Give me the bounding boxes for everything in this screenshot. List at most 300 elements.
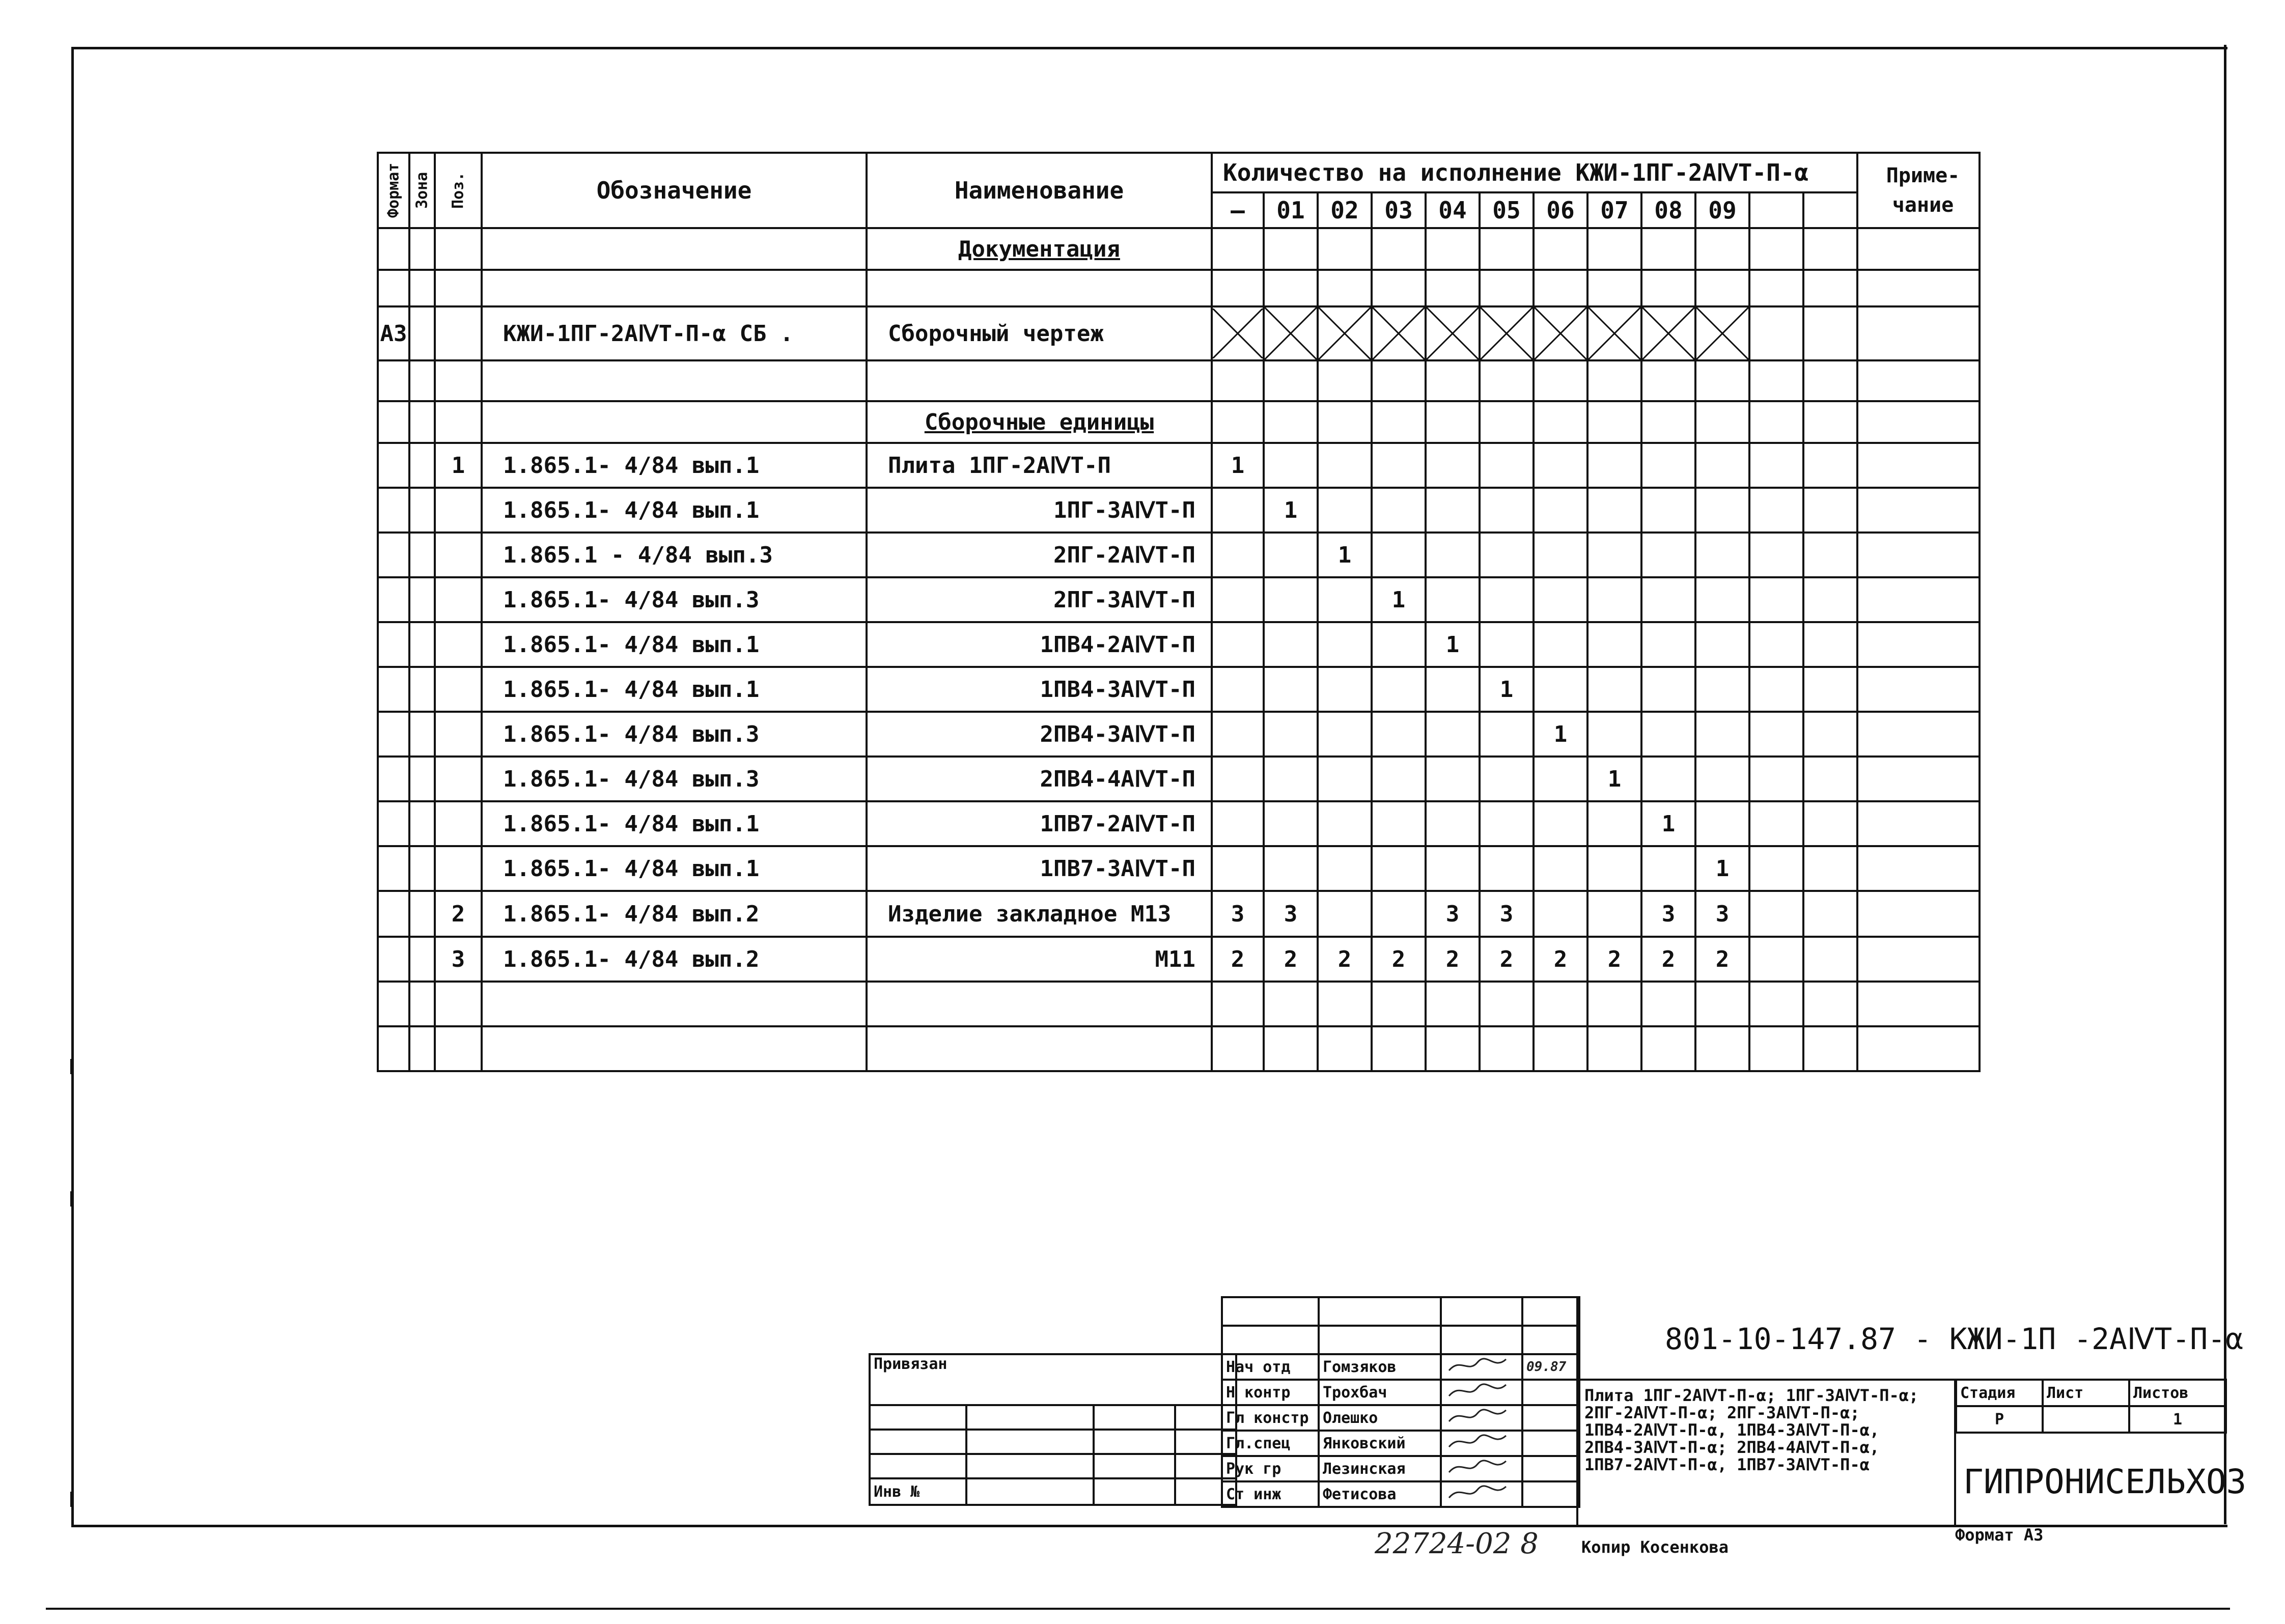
sheet-value xyxy=(2043,1406,2129,1433)
cell-qty xyxy=(1480,846,1534,891)
cell-name: Сборочные единицы xyxy=(867,401,1212,443)
cell-qty xyxy=(1587,488,1641,533)
cell-note xyxy=(1857,360,1980,401)
staff-role: Н контр xyxy=(1222,1380,1319,1405)
cell-zone xyxy=(409,846,435,891)
cell-qty xyxy=(1534,533,1587,577)
cell-qty: 1 xyxy=(1695,846,1749,891)
cell-qty xyxy=(1749,801,1803,846)
cell-qty xyxy=(1587,982,1641,1026)
header-variant: 09 xyxy=(1695,192,1749,228)
cell-qty xyxy=(1480,443,1534,488)
staff-row xyxy=(1222,1354,1579,1380)
cell-qty xyxy=(1264,533,1318,577)
cell-format xyxy=(378,577,409,622)
cell-qty xyxy=(1212,801,1264,846)
cell-format xyxy=(378,533,409,577)
cell-note xyxy=(1857,270,1980,306)
cell-note xyxy=(1857,801,1980,846)
table-row xyxy=(378,982,1980,1026)
cell-note xyxy=(1857,228,1980,270)
cell-qty xyxy=(1803,488,1857,533)
cell-pos xyxy=(435,667,482,712)
document-code: 801-10-147.87 - КЖИ-1П -2АⅣТ-П-α xyxy=(1665,1322,2244,1356)
cell-qty xyxy=(1264,577,1318,622)
cell-qty xyxy=(1212,622,1264,667)
cell-qty: 3 xyxy=(1480,891,1534,937)
stage-value: Р xyxy=(1956,1406,2043,1433)
staff-role: Гл.спец xyxy=(1222,1431,1319,1456)
cell-qty xyxy=(1426,228,1480,270)
cell-qty xyxy=(1534,401,1587,443)
cell-designation: 1.865.1- 4/84 вып.3 xyxy=(482,712,867,757)
cell-qty xyxy=(1480,622,1534,667)
staff-date: 09.87 xyxy=(1522,1354,1579,1380)
cell-qty xyxy=(1480,757,1534,801)
cell-qty xyxy=(1318,622,1372,667)
cell-qty xyxy=(1318,846,1372,891)
cell-qty: 3 xyxy=(1212,891,1264,937)
cell-name: 1ПВ7-3АⅣТ-П xyxy=(867,846,1212,891)
table-row xyxy=(378,306,1980,360)
cell-note xyxy=(1857,937,1980,982)
cell-qty: 1 xyxy=(1372,577,1426,622)
cell-qty xyxy=(1803,1026,1857,1071)
cell-qty xyxy=(1212,228,1264,270)
cell-qty xyxy=(1480,712,1534,757)
cell-zone xyxy=(409,488,435,533)
cell-qty xyxy=(1803,622,1857,667)
cell-qty xyxy=(1749,846,1803,891)
cell-zone xyxy=(409,622,435,667)
organization-name: ГИПРОНИСЕЛЬХОЗ xyxy=(1963,1462,2247,1501)
cell-qty xyxy=(1749,937,1803,982)
table-row xyxy=(378,360,1980,401)
cell-qty xyxy=(1372,712,1426,757)
cell-qty xyxy=(1803,443,1857,488)
cell-note xyxy=(1857,982,1980,1026)
cell-qty xyxy=(1372,891,1426,937)
cell-note xyxy=(1857,1026,1980,1071)
cell-qty: 3 xyxy=(1264,891,1318,937)
header-variant xyxy=(1749,192,1803,228)
cell-qty xyxy=(1212,1026,1264,1071)
cell-qty xyxy=(1372,1026,1426,1071)
header-zone: Зона xyxy=(409,153,435,228)
table-row xyxy=(378,937,1980,982)
cell-qty xyxy=(1749,533,1803,577)
copied-by: Копир Косенкова xyxy=(1581,1537,1729,1557)
cell-pos xyxy=(435,712,482,757)
description-line: 1ПВ7-2АⅣТ-П-α, 1ПВ7-3АⅣТ-П-α xyxy=(1584,1455,1870,1474)
cell-name: 1ПВ7-2АⅣТ-П xyxy=(867,801,1212,846)
cell-qty xyxy=(1264,1026,1318,1071)
cell-qty xyxy=(1426,757,1480,801)
cell-qty xyxy=(1318,712,1372,757)
cell-qty xyxy=(1641,401,1695,443)
staff-date xyxy=(1522,1431,1579,1456)
cell-qty xyxy=(1803,533,1857,577)
cell-qty xyxy=(1587,712,1641,757)
cell-pos: 3 xyxy=(435,937,482,982)
cell-zone xyxy=(409,533,435,577)
cell-name: Плита 1ПГ-2АⅣТ-П xyxy=(867,443,1212,488)
cell-qty xyxy=(1426,667,1480,712)
table-row xyxy=(378,443,1980,488)
cell-name: 2ПВ4-3АⅣТ-П xyxy=(867,712,1212,757)
crossed-cell xyxy=(1480,306,1534,360)
header-variant: 04 xyxy=(1426,192,1480,228)
cell-name: М11 xyxy=(867,937,1212,982)
cell-designation xyxy=(482,360,867,401)
cell-qty xyxy=(1587,622,1641,667)
cell-designation xyxy=(482,228,867,270)
cell-qty xyxy=(1318,228,1372,270)
cell-qty xyxy=(1480,533,1534,577)
cell-note xyxy=(1857,577,1980,622)
cell-qty xyxy=(1534,270,1587,306)
cell-format xyxy=(378,937,409,982)
cell-zone xyxy=(409,228,435,270)
table-row xyxy=(378,488,1980,533)
cell-pos xyxy=(435,488,482,533)
cell-designation: 1.865.1- 4/84 вып.3 xyxy=(482,577,867,622)
cell-qty xyxy=(1749,577,1803,622)
staff-name: Трохбач xyxy=(1319,1380,1441,1405)
staff-signature xyxy=(1441,1431,1522,1456)
cell-qty xyxy=(1587,443,1641,488)
cell-qty xyxy=(1749,443,1803,488)
cell-qty xyxy=(1641,757,1695,801)
staff-row xyxy=(1222,1431,1579,1456)
header-variant: 07 xyxy=(1587,192,1641,228)
cell-note xyxy=(1857,891,1980,937)
cell-qty: 2 xyxy=(1372,937,1426,982)
staff-row xyxy=(1222,1481,1579,1507)
cell-qty xyxy=(1318,982,1372,1026)
cell-qty: 1 xyxy=(1641,801,1695,846)
cell-designation: 1.865.1- 4/84 вып.2 xyxy=(482,891,867,937)
description-line: 1ПВ4-2АⅣТ-П-α, 1ПВ4-3АⅣТ-П-α, xyxy=(1584,1420,1880,1440)
header-variant: 03 xyxy=(1372,192,1426,228)
cell-qty xyxy=(1587,228,1641,270)
staff-signature xyxy=(1441,1456,1522,1481)
sheets-value: 1 xyxy=(2129,1406,2226,1433)
cell-qty xyxy=(1318,401,1372,443)
cell-qty xyxy=(1212,488,1264,533)
cell-qty xyxy=(1695,533,1749,577)
sheet-label: Лист xyxy=(2043,1380,2129,1406)
header-designation: Обозначение xyxy=(482,153,867,228)
cell-qty: 2 xyxy=(1426,937,1480,982)
staff-date xyxy=(1522,1456,1579,1481)
description-line: 2ПВ4-3АⅣТ-П-α; 2ПВ4-4АⅣТ-П-α, xyxy=(1584,1438,1880,1457)
cell-note xyxy=(1857,401,1980,443)
cell-zone xyxy=(409,1026,435,1071)
cell-pos xyxy=(435,270,482,306)
cell-qty xyxy=(1264,401,1318,443)
staff-name: Гомзяков xyxy=(1319,1354,1441,1380)
table-row xyxy=(378,270,1980,306)
cell-format: А3 xyxy=(378,306,409,360)
cell-name: 1ПГ-3АⅣТ-П xyxy=(867,488,1212,533)
cell-qty xyxy=(1587,667,1641,712)
cell-designation xyxy=(482,270,867,306)
cell-format xyxy=(378,443,409,488)
cell-qty xyxy=(1318,1026,1372,1071)
cell-qty xyxy=(1426,401,1480,443)
cell-zone xyxy=(409,443,435,488)
cell-qty xyxy=(1749,270,1803,306)
cell-qty xyxy=(1749,360,1803,401)
cell-qty xyxy=(1534,443,1587,488)
cell-qty xyxy=(1534,488,1587,533)
cell-pos xyxy=(435,801,482,846)
cell-note xyxy=(1857,306,1980,360)
format-label: Формат А3 xyxy=(1955,1525,2044,1545)
crossed-cell xyxy=(1695,306,1749,360)
cell-note xyxy=(1857,757,1980,801)
cell-name: 1ПВ4-2АⅣТ-П xyxy=(867,622,1212,667)
cell-zone xyxy=(409,270,435,306)
header-variant: 08 xyxy=(1641,192,1695,228)
crossed-cell xyxy=(1641,306,1695,360)
cell-qty xyxy=(1803,937,1857,982)
cell-pos: 2 xyxy=(435,891,482,937)
cell-format xyxy=(378,712,409,757)
cell-qty xyxy=(1695,488,1749,533)
description-line: Плита 1ПГ-2АⅣТ-П-α; 1ПГ-3АⅣТ-П-α; xyxy=(1584,1386,1919,1405)
header-variant: — xyxy=(1212,192,1264,228)
cell-zone xyxy=(409,937,435,982)
cell-pos xyxy=(435,982,482,1026)
cell-qty xyxy=(1480,228,1534,270)
cell-qty xyxy=(1803,401,1857,443)
cell-qty xyxy=(1426,360,1480,401)
cell-qty xyxy=(1372,443,1426,488)
cell-qty xyxy=(1641,667,1695,712)
cell-qty: 1 xyxy=(1264,488,1318,533)
cell-qty xyxy=(1212,982,1264,1026)
cell-qty: 1 xyxy=(1534,712,1587,757)
staff-role: Гл констр xyxy=(1222,1405,1319,1431)
cell-qty xyxy=(1318,270,1372,306)
table-row xyxy=(378,667,1980,712)
cell-name: 1ПВ4-3АⅣТ-П xyxy=(867,667,1212,712)
cell-qty xyxy=(1641,228,1695,270)
cell-qty xyxy=(1426,533,1480,577)
cell-format xyxy=(378,846,409,891)
cell-format xyxy=(378,891,409,937)
cell-qty xyxy=(1749,712,1803,757)
cell-name xyxy=(867,270,1212,306)
sheets-label: Листов xyxy=(2129,1380,2226,1406)
cell-format xyxy=(378,270,409,306)
crossed-cell xyxy=(1587,306,1641,360)
cell-qty xyxy=(1803,228,1857,270)
cell-qty xyxy=(1803,757,1857,801)
cell-qty xyxy=(1587,533,1641,577)
crossed-cell xyxy=(1212,306,1264,360)
cell-qty xyxy=(1372,228,1426,270)
staff-date xyxy=(1522,1405,1579,1431)
cell-qty xyxy=(1534,757,1587,801)
left-margin-tick xyxy=(70,1492,73,1507)
cell-designation: 1.865.1- 4/84 вып.1 xyxy=(482,801,867,846)
cell-zone xyxy=(409,891,435,937)
staff-date xyxy=(1522,1380,1579,1405)
cell-format xyxy=(378,228,409,270)
cell-qty xyxy=(1695,801,1749,846)
cell-designation: 1.865.1- 4/84 вып.1 xyxy=(482,488,867,533)
cell-qty xyxy=(1587,270,1641,306)
table-row xyxy=(378,757,1980,801)
cell-designation: 1.865.1- 4/84 вып.1 xyxy=(482,846,867,891)
staff-role: Ст инж xyxy=(1222,1481,1319,1507)
cell-qty xyxy=(1534,1026,1587,1071)
binding-label: Привязан xyxy=(870,1354,1236,1405)
table-row xyxy=(378,1026,1980,1071)
cell-qty xyxy=(1264,757,1318,801)
cell-qty xyxy=(1426,982,1480,1026)
header-variant: 01 xyxy=(1264,192,1318,228)
cell-format xyxy=(378,622,409,667)
cell-qty xyxy=(1749,1026,1803,1071)
cell-qty xyxy=(1372,667,1426,712)
cell-qty xyxy=(1534,577,1587,622)
cell-qty xyxy=(1212,667,1264,712)
cell-qty xyxy=(1695,1026,1749,1071)
cell-qty xyxy=(1749,622,1803,667)
cell-format xyxy=(378,667,409,712)
cell-qty: 2 xyxy=(1695,937,1749,982)
cell-qty xyxy=(1803,712,1857,757)
cell-qty xyxy=(1641,1026,1695,1071)
cell-pos: 1 xyxy=(435,443,482,488)
cell-qty xyxy=(1212,533,1264,577)
cell-qty xyxy=(1695,360,1749,401)
cell-note xyxy=(1857,488,1980,533)
crossed-cell xyxy=(1426,306,1480,360)
cell-designation: КЖИ-1ПГ-2АⅣТ-П-α СБ . xyxy=(482,306,867,360)
cell-qty xyxy=(1587,577,1641,622)
cell-qty xyxy=(1534,982,1587,1026)
cell-qty xyxy=(1372,846,1426,891)
cell-qty xyxy=(1264,846,1318,891)
product-description xyxy=(1584,1387,1918,1473)
cell-qty: 1 xyxy=(1587,757,1641,801)
cell-pos xyxy=(435,228,482,270)
cell-qty: 2 xyxy=(1212,937,1264,982)
cell-qty xyxy=(1534,846,1587,891)
cell-qty xyxy=(1480,1026,1534,1071)
cell-qty xyxy=(1749,757,1803,801)
table-row xyxy=(378,228,1980,270)
cell-qty: 2 xyxy=(1480,937,1534,982)
staff-role: Нач отд xyxy=(1222,1354,1319,1380)
cell-format xyxy=(378,982,409,1026)
cell-qty xyxy=(1318,443,1372,488)
cell-qty xyxy=(1587,801,1641,846)
cell-designation: 1.865.1- 4/84 вып.2 xyxy=(482,937,867,982)
cell-qty xyxy=(1318,801,1372,846)
cell-format xyxy=(378,360,409,401)
header-note: Приме-чание xyxy=(1857,153,1980,228)
cell-qty xyxy=(1803,667,1857,712)
cell-zone xyxy=(409,360,435,401)
header-name: Наименование xyxy=(867,153,1212,228)
cell-qty xyxy=(1372,982,1426,1026)
frame-right-edge xyxy=(2224,45,2226,1524)
table-row xyxy=(378,712,1980,757)
staff-row xyxy=(1222,1380,1579,1405)
crossed-cell xyxy=(1264,306,1318,360)
cell-pos xyxy=(435,846,482,891)
cell-qty xyxy=(1264,270,1318,306)
cell-qty xyxy=(1264,622,1318,667)
staff-role: Рук гр xyxy=(1222,1456,1319,1481)
header-pos: Поз. xyxy=(435,153,482,228)
header-format: Формат xyxy=(378,153,409,228)
cell-qty xyxy=(1264,801,1318,846)
cell-qty xyxy=(1695,270,1749,306)
cell-qty xyxy=(1212,360,1264,401)
cell-qty xyxy=(1749,228,1803,270)
cell-name: Документация xyxy=(867,228,1212,270)
cell-qty xyxy=(1641,577,1695,622)
cell-qty xyxy=(1372,401,1426,443)
cell-qty xyxy=(1641,712,1695,757)
cell-qty xyxy=(1480,401,1534,443)
cell-qty: 2 xyxy=(1534,937,1587,982)
cell-qty xyxy=(1534,801,1587,846)
cell-qty xyxy=(1426,443,1480,488)
crossed-cell xyxy=(1318,306,1372,360)
cell-qty xyxy=(1803,270,1857,306)
cell-zone xyxy=(409,801,435,846)
cell-pos xyxy=(435,360,482,401)
cell-qty xyxy=(1803,360,1857,401)
cell-qty xyxy=(1641,443,1695,488)
cell-zone xyxy=(409,667,435,712)
cell-qty xyxy=(1372,801,1426,846)
cell-qty xyxy=(1372,757,1426,801)
header-quantity: Количество на исполнение КЖИ-1ПГ-2АⅣТ-П-α xyxy=(1212,153,1857,192)
cell-qty xyxy=(1318,360,1372,401)
staff-name: Олешко xyxy=(1319,1405,1441,1431)
staff-signature xyxy=(1441,1405,1522,1431)
cell-qty xyxy=(1264,712,1318,757)
cell-zone xyxy=(409,757,435,801)
cell-qty xyxy=(1318,577,1372,622)
cell-designation: 1.865.1 - 4/84 вып.3 xyxy=(482,533,867,577)
cell-qty xyxy=(1264,443,1318,488)
cell-qty xyxy=(1426,488,1480,533)
table-row xyxy=(378,622,1980,667)
cell-designation: 1.865.1- 4/84 вып.3 xyxy=(482,757,867,801)
inventory-number: 22724-02 8 xyxy=(1375,1527,1539,1560)
cell-qty: 2 xyxy=(1641,937,1695,982)
staff-date xyxy=(1522,1481,1579,1507)
cell-qty xyxy=(1587,401,1641,443)
cell-qty xyxy=(1212,577,1264,622)
cell-designation: 1.865.1- 4/84 вып.1 xyxy=(482,622,867,667)
cell-zone xyxy=(409,577,435,622)
cell-qty xyxy=(1480,270,1534,306)
cell-name: 2ПГ-3АⅣТ-П xyxy=(867,577,1212,622)
cell-qty xyxy=(1264,982,1318,1026)
cell-name xyxy=(867,1026,1212,1071)
